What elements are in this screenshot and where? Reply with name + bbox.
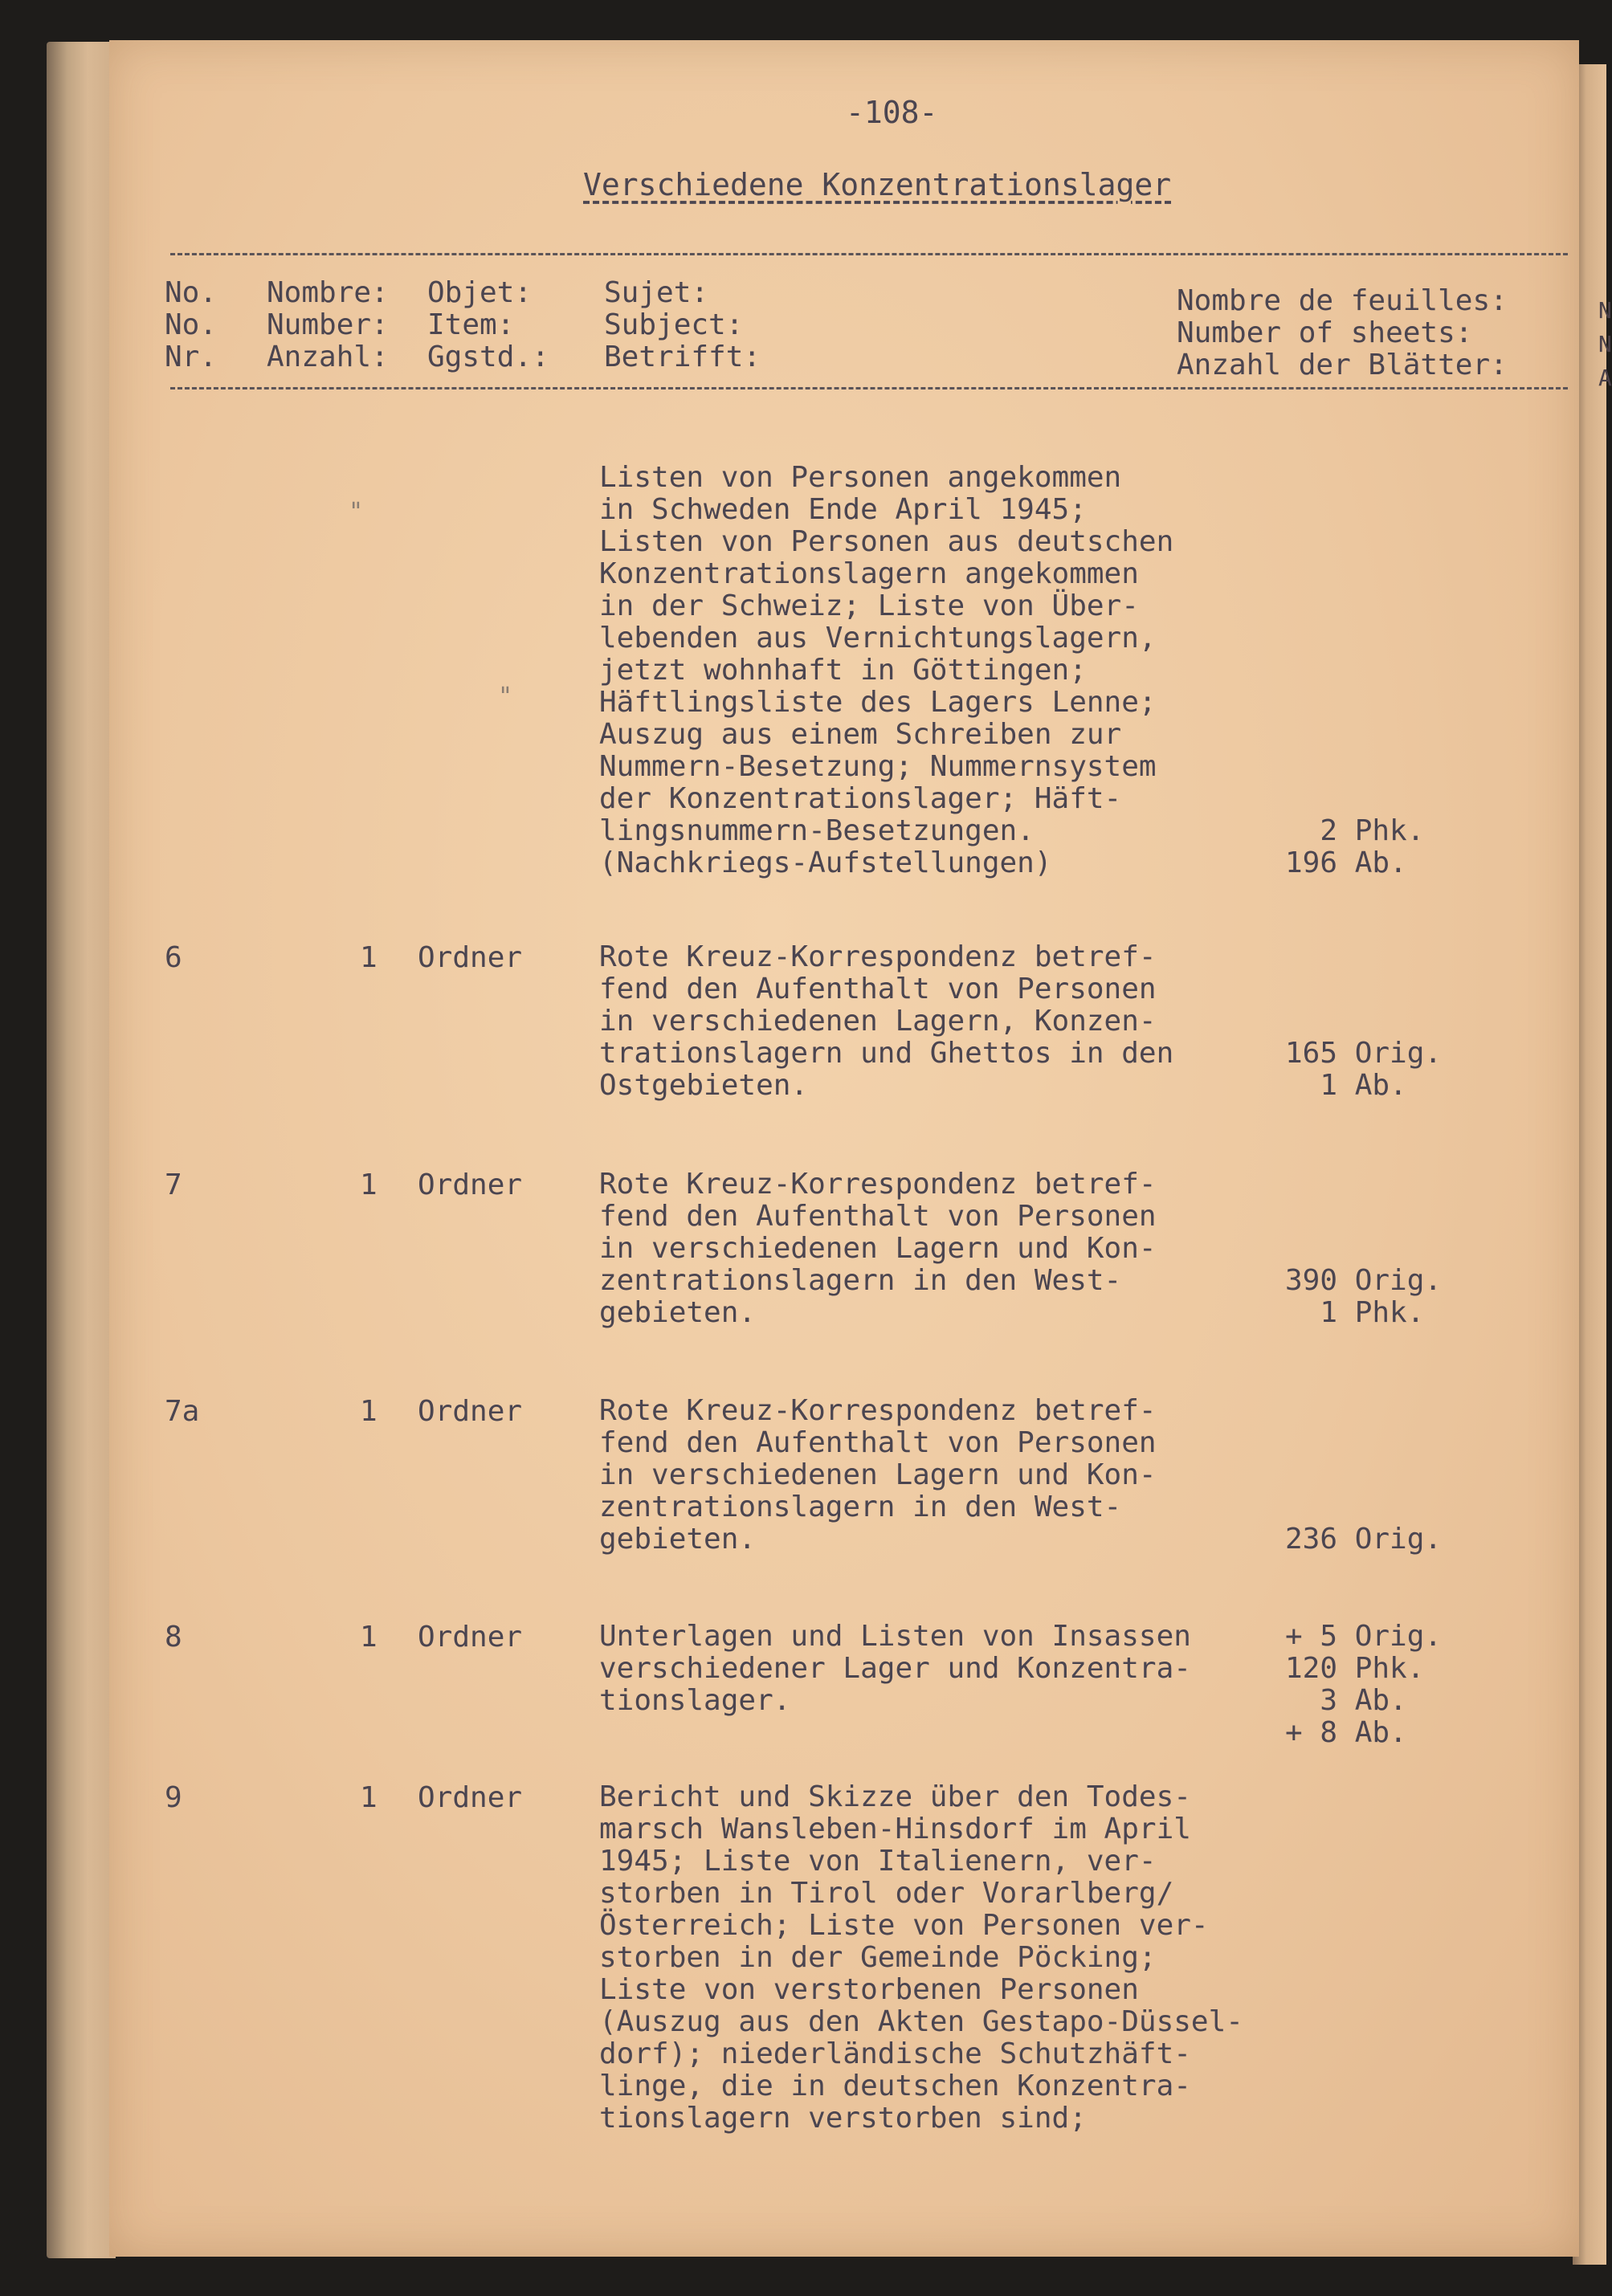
next-page-fragment: N [1598,297,1612,324]
entry-count: 1 [360,1621,377,1654]
entry-number: 7 [165,1168,182,1201]
entry-sheets: + 5 Orig. 120 Phk. 3 Ab. + 8 Ab. [1285,1620,1443,1749]
header-item-labels: Objet: Item: Ggstd.: [427,276,549,373]
entry-item: Ordner [418,1168,523,1201]
header-sheets-labels: Nombre de feuilles: Number of sheets: Anzahl der Blätter: [1177,284,1508,381]
entry-sheets: 2 Phk. 196 Ab. [1285,814,1425,879]
entry-count: 1 [360,1168,377,1201]
entry-subject: Unterlagen und Listen von Insassen verschiedener Lager und Konzentra- tionslager. [599,1620,1191,1717]
entry-number: 7a [165,1395,200,1428]
ditto-mark: " [498,683,513,711]
entry-number: 8 [165,1621,182,1654]
entry-sheets: 390 Orig. 1 Phk. [1285,1264,1443,1329]
next-page-fragment: A [1598,365,1612,391]
entry-subject: Rote Kreuz-Korrespondenz betref- fend den Aufenthalt von Personen in verschiedenen Lagern, Konzen- trationslagern und Ghettos in den Ostgebieten. [599,940,1174,1102]
entry-count: 1 [360,941,377,974]
entry-count: 1 [360,1781,377,1814]
entry-subject: Bericht und Skizze über den Todes- marsch Wansleben-Hinsdorf im April 1945; Liste von Italienern, ver- storben in Tirol oder Vorarlberg/ Österreich; Liste von Personen ver- storben in der Gemeinde Pöcking; Liste von verstorbenen Personen (Auszug aus den Akten Gestapo-Düssel- dorf); niederländische Schutzhäft- linge, die in deutschen Konzentra- tionslagern verstorben sind; [599,1780,1243,2135]
entry-item: Ordner [418,941,523,974]
book-page-edges [47,42,116,2258]
entry-sheets: 165 Orig. 1 Ab. [1285,1037,1443,1102]
header-no-labels: No. No. Nr. [165,276,218,373]
entry-item: Ordner [418,1621,523,1654]
header-number-labels: Nombre: Number: Anzahl: [267,276,389,373]
section-title: Verschiedene Konzentrationslager [583,167,1172,202]
header-subject-labels: Sujet: Subject: Betrifft: [604,276,761,373]
page-number: -108- [846,95,938,130]
header-rule-bottom [170,387,1568,389]
next-page-fragment: N [1598,331,1612,357]
entry-subject: Rote Kreuz-Korrespondenz betref- fend den Aufenthalt von Personen in verschiedenen Lagern und Kon- zentrationslagern in den West- gebieten. [599,1394,1157,1556]
entry-subject: Listen von Personen angekommen in Schweden Ende April 1945; Listen von Personen aus deutschen Konzentrationslagern angekommen in der Schweiz; Liste von Über- lebenden aus Vernichtungslagern, jetzt wohnhaft in Göttingen; Häftlingsliste des Lagers Lenne; Auszug aus einem Schreiben zur Nummern-Besetzung; Nummernsystem der Konzentrationslager; Häft- lingsnummern-Besetzungen. (Nachkriegs-Aufstellungen) [599,461,1174,879]
ditto-mark: " [349,498,364,526]
entry-sheets: 236 Orig. [1285,1523,1443,1556]
entry-item: Ordner [418,1395,523,1428]
entry-subject: Rote Kreuz-Korrespondenz betref- fend den Aufenthalt von Personen in verschiedenen Lagern und Kon- zentrationslagern in den West- gebieten. [599,1168,1157,1329]
entry-number: 6 [165,941,182,974]
entry-count: 1 [360,1395,377,1428]
entry-item: Ordner [418,1781,523,1814]
header-rule-top [170,253,1568,255]
entry-number: 9 [165,1781,182,1814]
